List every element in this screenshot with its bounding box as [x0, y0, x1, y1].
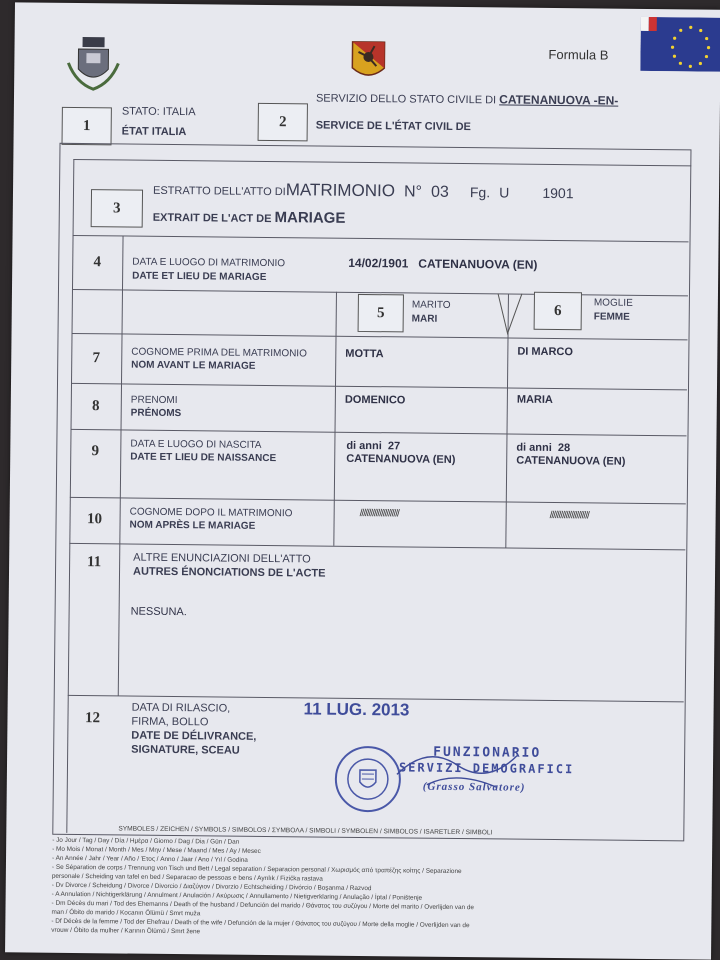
- wife-first-name: MARIA: [516, 393, 553, 406]
- wife-label-it: MOGLIE: [593, 297, 633, 309]
- civil-service-label-it: [316, 91, 618, 108]
- sicily-region-emblem-icon: [350, 40, 386, 82]
- field-number-4: 4: [93, 253, 102, 270]
- legend-line: - Jo Jour / Tag / Day / Día / Ημέρα / Giorno / Dag / Dia / Gün / Dan: [52, 836, 240, 846]
- legend-line: - Mo Mois / Monat / Month / Mes / Μην / Mese / Maand / Mes / Ay / Mesec: [52, 845, 261, 855]
- document-sheet: [5, 2, 720, 959]
- signature-icon: [387, 734, 538, 806]
- field-number-11: 11: [86, 553, 102, 570]
- issue-label-it-1: DATA DI RILASCIO,: [131, 701, 231, 715]
- marriage-date-value: 14/02/1901 CATENANUOVA (EN): [348, 255, 538, 272]
- act-type: MATRIMONIO: [285, 180, 396, 201]
- field-number-10: 10: [87, 510, 103, 527]
- formula-label: Formula B: [548, 46, 609, 63]
- other-statements-value: NESSUNA.: [130, 605, 187, 619]
- marriage-date-label-it: DATA E LUOGO DI MATRIMONIO: [132, 256, 286, 270]
- surname-before-label-fr: NOM AVANT LE MARIAGE: [131, 359, 256, 372]
- husband-surname: MOTTA: [345, 347, 384, 361]
- sheet-value: U: [499, 184, 510, 201]
- sheet-label: Fg.: [469, 184, 491, 201]
- surname-before-label-it: COGNOME PRIMA DEL MATRIMONIO: [131, 346, 307, 360]
- stamp-department: SERVIZI DEMOGRAFICI: [398, 760, 575, 777]
- husband-surname-after: //////////////////////: [359, 507, 399, 520]
- legend-line: - A Annulation / Nichtigerklärung / Annulment / Anulación / Ακύρωσις / Annullamento / Nietigverklaring / Anulação / İptal / Poništenje: [51, 890, 423, 902]
- legend-header: SYMBOLES / ZEICHEN / SYMBOLS / SIMBOLOS / ΣΥΜΒΟΛΑ / SIMBOLI / SYMBOLEN / SIMBOLOS / ISARETLER / SIMBOLI: [118, 825, 493, 837]
- act-year: 1901: [542, 184, 574, 202]
- stamp-officer-name: (Grasso Salvatore): [422, 780, 526, 794]
- state-label-fr: ÉTAT ITALIA: [121, 125, 187, 139]
- field-number-2: 2: [258, 103, 308, 142]
- eu-flag-icon: [640, 17, 720, 72]
- legend-line: - Dv Divorce / Scheidung / Divorce / Divorcio / Διαζύγιον / Divorzio / Echtscheiding / Divórcio / Boşanma / Razvod: [51, 881, 372, 893]
- issue-date-stamp: 11 LUG. 2013: [303, 699, 410, 720]
- wife-surname: DI MARCO: [517, 345, 574, 359]
- other-statements-label-fr: AUTRES ÉNONCIATIONS DE L'ACTE: [132, 565, 326, 580]
- birth-label-it: DATA E LUOGO DI NASCITA: [130, 438, 262, 451]
- column-divider-chevron-icon: [494, 293, 534, 337]
- surname-after-label-fr: NOM APRÈS LE MARIAGE: [129, 519, 256, 532]
- marriage-date-label-fr: DATE ET LIEU DE MARIAGE: [132, 270, 267, 283]
- husband-label-fr: MARI: [411, 313, 438, 325]
- field-number-9: 9: [91, 442, 100, 459]
- legend-line: man / Óbito do marido / Kocanın Ölümü / Smrt muža: [51, 908, 201, 918]
- husband-age: di anni 27: [346, 439, 401, 453]
- wife-label-fr: FEMME: [593, 311, 630, 323]
- legend-line: - An Année / Jahr / Year / Año / Έτος / Anno / Jaar / Ano / Yıl / Godina: [51, 854, 248, 864]
- issue-label-fr-1: DATE DE DÉLIVRANCE,: [131, 729, 257, 743]
- wife-age: di anni 28: [516, 441, 571, 455]
- field-number-6: 6: [534, 292, 582, 331]
- wife-birth-place: CATENANUOVA (EN): [516, 454, 626, 468]
- state-label-it: STATO: ITALIA: [121, 105, 196, 119]
- first-names-label-it: PRENOMI: [130, 394, 178, 407]
- act-number-value: 03: [430, 183, 449, 201]
- birth-label-fr: DATE ET LIEU DE NAISSANCE: [130, 451, 277, 465]
- issue-label-fr-2: SIGNATURE, SCEAU: [131, 743, 240, 757]
- legend-line: - Se Séparation de corps / Trennung von Tisch und Bett / Legal separation / Separacion personal / Χωρισμός από τραπέζης κοίτης / Separazione: [51, 863, 462, 876]
- extract-prefix-fr: EXTRAIT DE L'ACT DE: [152, 211, 272, 226]
- act-number-label: N°: [403, 183, 423, 201]
- legend-line: - Dm Décès du mari / Tod des Ehemanns / Death of the husband / Defunción del marido / Θάνατος του συζύγου / Morte del marito / Overlijden van de: [51, 899, 475, 912]
- legend-line: vrouw / Óbito da mulher / Karının Ölümü / Smrt žene: [51, 926, 201, 936]
- civil-service-label-fr: SERVICE DE L'ÉTAT CIVIL DE: [315, 119, 471, 134]
- field-number-1: 1: [62, 107, 112, 146]
- issue-label-it-2: FIRMA, BOLLO: [131, 715, 209, 729]
- legend-line: - Df Décès de la femme / Tod der Ehefrau / Death of the wife / Defunción de la mujer / Θάνατος του συζύγου / Morte della moglie / Overlijden van de: [51, 917, 470, 930]
- wife-surname-after: //////////////////////: [549, 509, 589, 522]
- surname-after-label-it: COGNOME DOPO IL MATRIMONIO: [129, 506, 293, 520]
- husband-first-name: DOMENICO: [344, 393, 406, 407]
- legend-line: personale / Scheiding van tafel en bed / Separacao de pessoas e bens / Ayrılık / Fizička rastava: [51, 872, 323, 883]
- extract-title-fr: [153, 210, 346, 227]
- first-names-label-fr: PRÉNOMS: [130, 407, 182, 420]
- field-number-8: 8: [91, 397, 100, 414]
- husband-birth-place: CATENANUOVA (EN): [346, 452, 456, 466]
- husband-label-it: MARITO: [411, 299, 451, 311]
- extract-prefix-it: ESTRATTO DELL'ATTO DI: [152, 184, 286, 199]
- civil-service-prefix: SERVIZIO DELLO STATO CIVILE DI: [315, 92, 497, 107]
- field-number-7: 7: [92, 349, 101, 366]
- other-statements-label-it: ALTRE ENUNCIAZIONI DELL'ATTO: [133, 551, 311, 566]
- comune-name: CATENANUOVA -EN-: [499, 92, 619, 108]
- municipal-crest-icon: [66, 33, 121, 94]
- field-number-5: 5: [358, 294, 404, 332]
- stamp-title: FUNZIONARIO: [433, 744, 542, 761]
- act-type-fr: MARIAGE: [274, 209, 346, 227]
- field-number-3: 3: [91, 189, 143, 228]
- field-number-12: 12: [84, 709, 101, 726]
